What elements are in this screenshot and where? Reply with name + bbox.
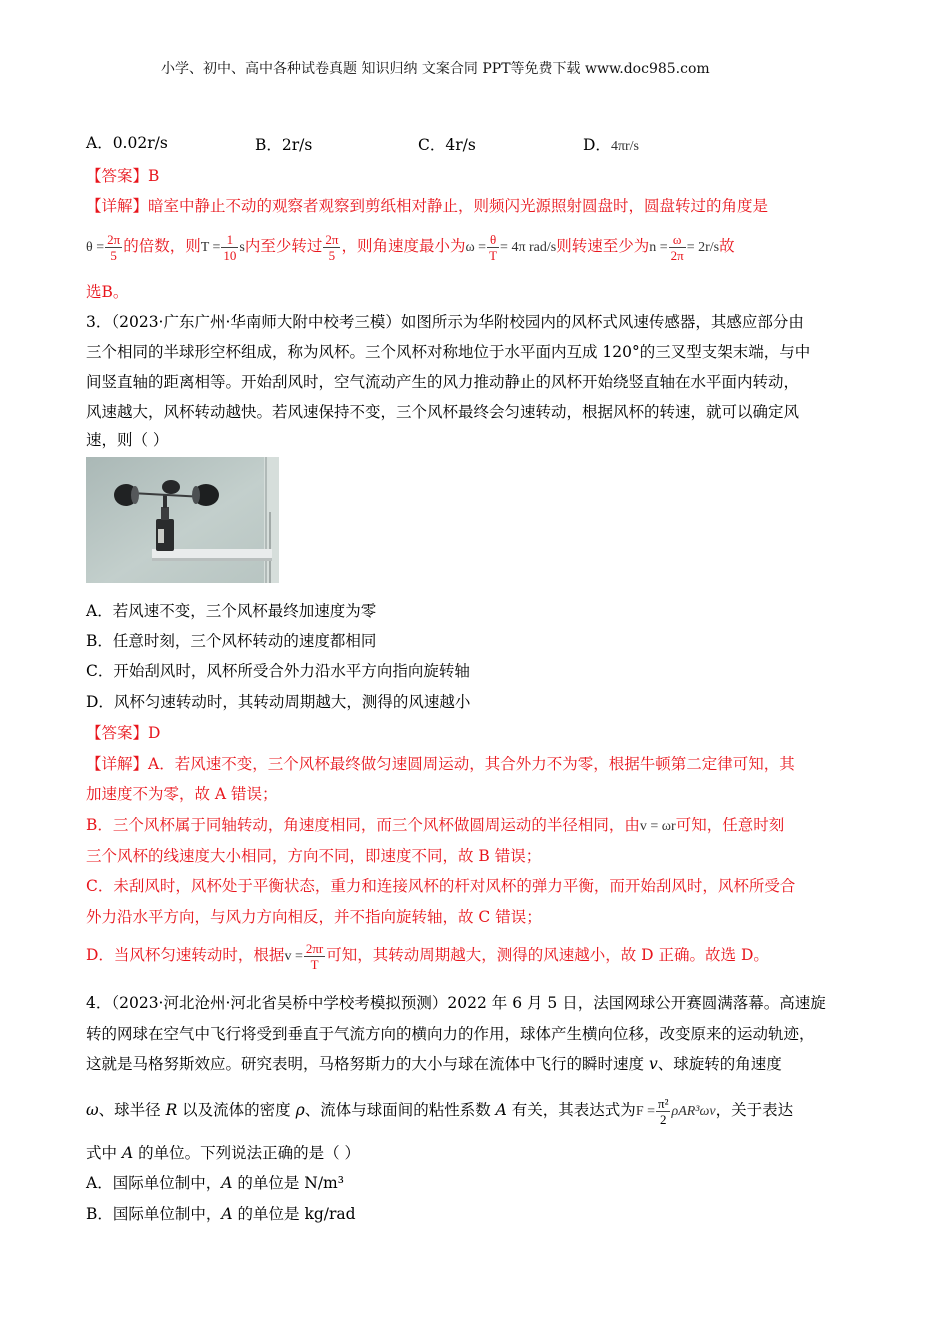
frac-2pi-over-5: $\frac{2\pi}{5}$	[107, 231, 121, 263]
q2-text-4: 则转速至少为	[556, 237, 650, 255]
q2-option-b: B．2r/s	[255, 136, 313, 154]
q2-option-d-math: 4πr/s	[610, 139, 640, 154]
theta-lhs: θ =	[86, 240, 105, 255]
omega-lhs: ω =	[465, 240, 487, 255]
n-rhs: = 2r/s	[686, 240, 720, 255]
v-lhs: v =	[284, 949, 303, 964]
q3-detail-line3: B．三个风杯属于同轴转动，角速度相同，而三个风杯做圆周运动的半径相同，由v = ωr可知，任意时刻	[86, 816, 785, 834]
v-eq-omega-r: v = ωr	[639, 819, 676, 834]
q3-stem-line4: 风速越大，风杯转动越快。若风速保持不变，三个风杯最终会匀速转动，根据风杯的转速，就可以确定风	[86, 403, 800, 421]
q2-text-5: 故	[719, 237, 735, 255]
q2-text-2: 内至少转过	[244, 237, 323, 255]
q2-text-1: 的倍数，则	[123, 237, 201, 255]
q3-answer: 【答案】D	[86, 724, 161, 742]
q3-stem-line3: 间竖直轴的距离相等。开始刮风时，空气流动产生的风力推动静止的风杯开始绕竖直轴在水平面内转动，	[86, 373, 800, 391]
page-header: 小学、初中、高中各种试卷真题 知识归纳 文案合同 PPT等免费下载 www.doc985.com	[161, 61, 710, 77]
q3-option-c: C．开始刮风时，风杯所受合外力沿水平方向指向旋转轴	[86, 662, 470, 680]
omega-rhs: = 4π rad/s	[500, 240, 557, 255]
q3-detail-line2: 加速度不为零，故 A 错误；	[86, 785, 278, 803]
q2-detail-line2	[86, 226, 735, 268]
frac-2pi-over-5-b: $\frac{2\pi}{5}$	[325, 231, 339, 263]
q2-detail-line1: 【详解】暗室中静止不动的观察者观察到剪纸相对静止，则频闪光源照射圆盘时，圆盘转过的角度是	[86, 197, 769, 215]
n-lhs: n =	[649, 240, 668, 255]
T-unit: s	[239, 240, 245, 255]
q3-detail-line1: 【详解】A．若风速不变，三个风杯最终做匀速圆周运动，其合外力不为零，根据牛顿第二定律可知，其	[86, 755, 795, 773]
frac-1-over-10: $\frac{1}{10}$	[223, 231, 237, 263]
q2-option-d	[583, 133, 639, 155]
q4-stem-line5: 式中 A 的单位。下列说法正确的是（ ）	[86, 1144, 360, 1162]
q2-answer: 【答案】B	[86, 167, 160, 185]
q4-stem-line3: 这就是马格努斯效应。研究表明，马格努斯力的大小与球在流体中飞行的瞬时速度 v、球旋转的角速度	[86, 1055, 782, 1073]
frac-2pir-over-T: $\frac{2\pi r}{T}$	[305, 940, 324, 972]
q4-stem-line2: 转的网球在空气中飞行将受到垂直于气流方向的横向力的作用，球体产生横向位移，改变原来的运动轨迹，	[86, 1025, 815, 1043]
frac-theta-over-T: $\frac{\theta}{T}$	[489, 231, 498, 263]
q3-detail-line6: 外力沿水平方向，与风力方向相反，并不指向旋转轴，故 C 错误；	[86, 908, 542, 926]
q2-option-a: A．0.02r/s	[86, 134, 168, 152]
T-lhs: T =	[200, 240, 221, 255]
q2-text-3: ，则角速度最小为	[341, 237, 466, 255]
q3-option-d: D．风杯匀速转动时，其转动周期越大，测得的风速越小	[86, 693, 471, 711]
q4-option-b: B．国际单位制中，A 的单位是 kg/rad	[86, 1205, 356, 1223]
q2-detail-line3: 选B。	[86, 283, 129, 301]
q3-option-b: B．任意时刻，三个风杯转动的速度都相同	[86, 632, 377, 650]
q3-stem-line1: 3．（2023·广东广州·华南师大附中校考三模）如图所示为华附校园内的风杯式风速传感器，其感应部分由	[86, 313, 804, 331]
q3-stem-line2: 三个相同的半球形空杯组成，称为风杯。三个风杯对称地位于水平面内互成 120°的三叉型支架末端，与中	[86, 343, 811, 361]
q2-option-d-prefix: D．	[583, 136, 611, 154]
q4-option-a: A．国际单位制中，A 的单位是 N/m³	[86, 1174, 344, 1192]
q3-stem-line5: 速，则（ ）	[86, 431, 169, 449]
q3-option-a: A．若风速不变，三个风杯最终加速度为零	[86, 602, 377, 620]
q2-option-c: C．4r/s	[418, 136, 476, 154]
frac-pi2-over-2: $\frac{\text{π²}}{2}$	[658, 1095, 669, 1127]
q4-stem-line4: ω、球半径 R 以及流体的密度 ρ、流体与球面间的粘性系数 A 有关，其表达式为F = $\frac{\text{π²}}{2}$ ρAR³ωv，关于表达	[86, 1095, 794, 1127]
anemometer-photo	[86, 457, 279, 583]
frac-omega-over-2pi: $\frac{\omega}{2\pi}$	[670, 231, 684, 263]
q4-stem-line1: 4．（2023·河北沧州·河北省吴桥中学校考模拟预测）2022 年 6 月 5 日，法国网球公开赛圆满落幕。高速旋	[86, 994, 826, 1012]
F-rhs: ρAR³ωv	[671, 1104, 716, 1119]
q3-detail-line7: D．当风杯匀速转动时，根据v = $\frac{2\pi r}{T}$ 可知，其转动周期越大，测得的风速越小，故 D 正确。故选 D。	[86, 940, 769, 972]
q3-detail-line5: C．未刮风时，风杯处于平衡状态，重力和连接风杯的杆对风杯的弹力平衡，而开始刮风时，风杯所受合	[86, 877, 796, 895]
q3-detail-line4: 三个风杯的线速度大小相同，方向不同，即速度不同，故 B 错误；	[86, 847, 542, 865]
F-lhs: F =	[635, 1104, 655, 1119]
